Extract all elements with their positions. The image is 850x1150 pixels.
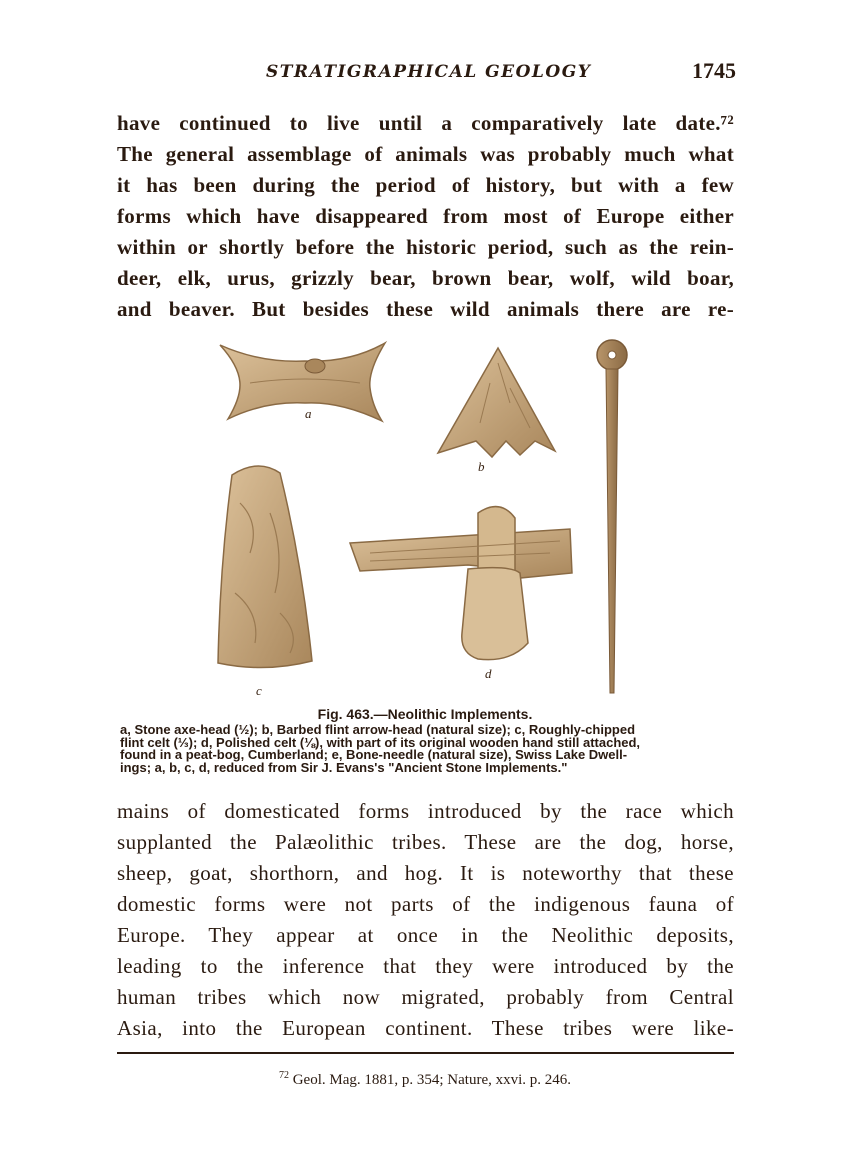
footnote	[0, 1070, 850, 1089]
stone-axe-head-illustration	[220, 343, 385, 421]
caption-line: flint celt (⅓); d, Polished celt (⅛), with part of its original wooden hand still attached,	[120, 734, 641, 750]
flint-celt-illustration	[218, 466, 312, 668]
figure-label-d: d	[485, 666, 492, 681]
caption-line: found in a peat-bog, Cumberland; e, Bone-needle (natural size), Swiss Lake Dwell-	[120, 747, 628, 762]
figure-illustration	[210, 333, 650, 703]
footnote-marker: 72	[278, 1070, 289, 1081]
text-line: Asia, into the European continent. These tribes were like-	[117, 1016, 734, 1040]
text-line: deer, elk, urus, grizzly bear, brown bear, wolf, wild boar,	[117, 266, 734, 290]
text-line: mains of domesticated forms introduced by the race which	[117, 799, 734, 823]
figure-caption	[120, 724, 734, 774]
text-line: human tribes which now migrated, probably from Central	[117, 985, 734, 1009]
figure-neolithic-implements	[210, 333, 650, 703]
text-line: within or shortly before the historic period, such as the rein-	[117, 235, 734, 259]
text-line: domestic forms were not parts of the indigenous fauna of	[117, 892, 734, 916]
bone-needle-illustration	[597, 340, 627, 693]
page-number: 1745	[692, 58, 736, 83]
caption-line: ings; a, b, c, d, reduced from Sir J. Evans's "Ancient Stone Implements."	[120, 759, 568, 775]
bottom-paragraph	[117, 796, 734, 1044]
text-line: Europe. They appear at once in the Neolithic deposits,	[117, 923, 734, 947]
text-line: leading to the inference that they were introduced by the	[117, 954, 734, 978]
text-line: The general assemblage of animals was probably much what	[117, 142, 734, 166]
text-line: supplanted the Palæolithic tribes. These are the dog, horse,	[117, 830, 734, 854]
figure-label-b: b	[478, 459, 485, 474]
running-head	[116, 58, 736, 92]
text-line: have continued to live until a comparatively late date.⁷²	[117, 111, 734, 135]
footnote-text: Geol. Mag. 1881, p. 354; Nature, xxvi. p. 246.	[288, 1072, 572, 1088]
running-head-title: STRATIGRAPHICAL GEOLOGY	[266, 62, 592, 82]
top-paragraph	[117, 108, 734, 325]
text-line: sheep, goat, shorthorn, and hog. It is noteworthy that these	[117, 861, 734, 885]
text-line: forms which have disappeared from most of Europe either	[117, 204, 734, 228]
caption-line: a, Stone axe-head (½); b, Barbed flint arrow-head (natural size); c, Roughly-chipped	[120, 722, 636, 737]
text-line: and beaver. But besides these wild animals there are re-	[117, 297, 734, 321]
figure-label-c: c	[256, 683, 262, 698]
polished-celt-with-handle-illustration	[350, 507, 572, 660]
figure-caption-title: Fig. 463.—Neolithic Implements.	[317, 706, 533, 722]
barbed-arrow-head-illustration	[438, 348, 555, 457]
text-line: it has been during the period of history, but with a few	[117, 173, 734, 197]
figure-label-a: a	[305, 406, 312, 421]
footnote-divider	[117, 1052, 734, 1054]
